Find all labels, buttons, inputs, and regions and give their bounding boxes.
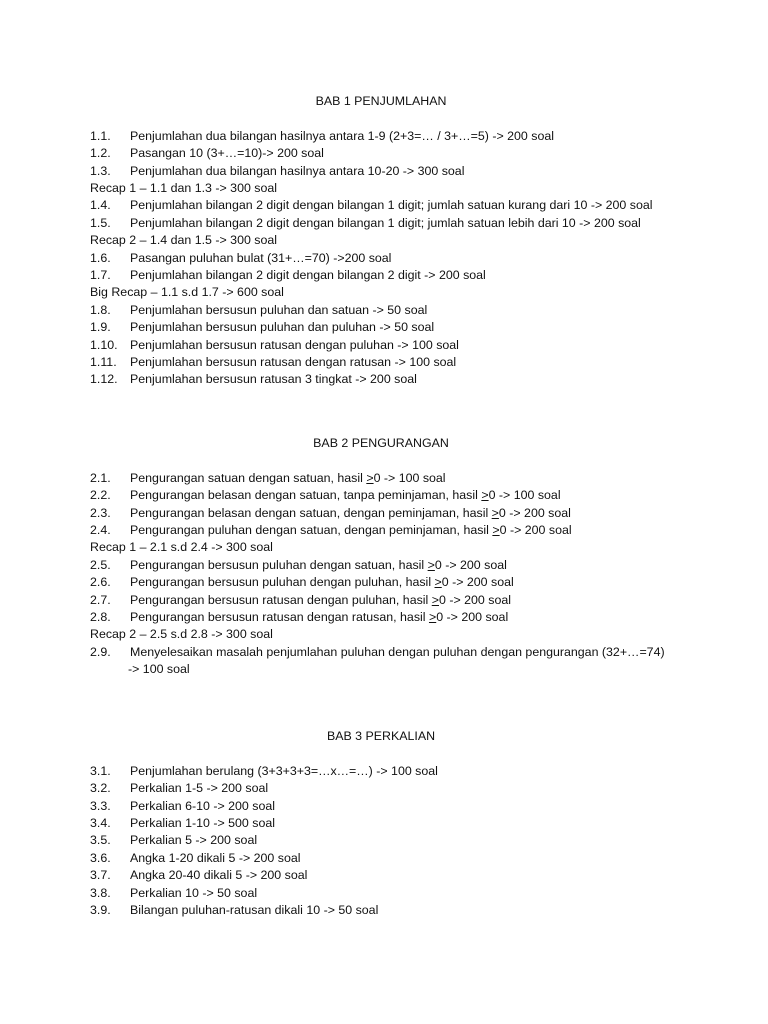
item-number: 1.8.	[90, 302, 111, 317]
item-text: Penjumlahan bersusun ratusan dengan ratusan -> 100 soal	[130, 355, 457, 370]
greater-or-equal-sign: >	[492, 523, 500, 537]
item-text: Penjumlahan berulang (3+3+3+3=…x…=…) -> 100 soal	[130, 763, 438, 778]
item-text-post: 0 -> 200 soal	[498, 505, 571, 520]
greater-or-equal-sign: >	[434, 575, 442, 590]
item-text	[130, 522, 572, 539]
chapter-heading: BAB 1 PENJUMLAHAN	[315, 94, 447, 108]
item-text-post: 0 -> 200 soal	[434, 557, 507, 572]
recap-line: Recap 2 – 2.5 s.d 2.8 -> 300 soal	[90, 627, 273, 642]
chapter-3	[90, 728, 690, 919]
item-number: 3.8.	[90, 885, 111, 900]
chapter-item-list	[90, 763, 690, 920]
chapter-item-list	[90, 470, 690, 679]
recap-line: Recap 1 – 1.1 dan 1.3 -> 300 soal	[90, 181, 278, 195]
list-item	[90, 609, 690, 626]
item-number: 3.1.	[90, 763, 111, 778]
chapter-heading: BAB 3 PERKALIAN	[326, 729, 436, 743]
item-text-post: 0 -> 200 soal	[436, 610, 509, 625]
item-text-post: 0 -> 200 soal	[439, 592, 511, 607]
item-number: 1.1.	[90, 128, 111, 143]
greater-or-equal-sign: >	[427, 557, 435, 572]
item-text: Penjumlahan bilangan 2 digit dengan bilangan 1 digit; jumlah satuan kurang dari 10 -> 200 soal	[130, 198, 653, 213]
list-item	[90, 763, 690, 780]
item-text	[130, 487, 561, 504]
item-text: Penjumlahan bilangan 2 digit dengan bilangan 2 digit -> 200 soal	[130, 268, 486, 282]
item-text	[130, 557, 507, 574]
list-item	[90, 197, 690, 214]
item-text: Angka 20-40 dikali 5 -> 200 soal	[130, 868, 308, 883]
list-item	[90, 574, 690, 591]
list-item	[90, 302, 690, 319]
item-text	[130, 470, 446, 487]
list-item	[90, 798, 690, 815]
item-text	[130, 574, 514, 591]
item-text: Penjumlahan dua bilangan hasilnya antara 1-9 (2+3=… / 3+…=5) -> 200 soal	[130, 128, 554, 143]
item-text: Penjumlahan bersusun puluhan dan puluhan -> 50 soal	[130, 320, 435, 335]
item-text: Penjumlahan bersusun ratusan dengan puluhan -> 100 soal	[130, 337, 459, 352]
item-number: 3.6.	[90, 850, 111, 865]
item-number: 1.4.	[90, 198, 111, 213]
item-text: Penjumlahan bersusun ratusan 3 tingkat -> 200 soal	[130, 372, 417, 387]
item-text: Perkalian 1-10 -> 500 soal	[130, 816, 275, 830]
item-text: Angka 1-20 dikali 5 -> 200 soal	[130, 850, 301, 865]
item-number: 2.7.	[90, 592, 111, 607]
list-item	[90, 250, 690, 267]
item-text	[130, 505, 571, 522]
item-text: Menyelesaikan masalah penjumlahan puluhan dengan puluhan dengan pengurangan (32+…=74)	[130, 644, 665, 659]
item-text-post: 0 -> 100 soal	[373, 470, 446, 485]
item-number: 1.5.	[90, 215, 111, 230]
item-text: Pasangan puluhan bulat (31+…=70) ->200 soal	[130, 250, 392, 265]
list-item	[90, 470, 690, 487]
list-item	[90, 128, 690, 145]
list-item	[90, 267, 690, 284]
list-item	[90, 815, 690, 832]
recap-line: Recap 2 – 1.4 dan 1.5 -> 300 soal	[90, 233, 278, 248]
list-item	[90, 505, 690, 522]
item-number: 3.2.	[90, 781, 111, 796]
greater-or-equal-sign: >	[431, 592, 439, 607]
list-item	[90, 885, 690, 902]
item-text-post: 0 -> 100 soal	[488, 488, 561, 503]
item-text: Perkalian 6-10 -> 200 soal	[130, 798, 275, 813]
chapter-item-list	[90, 128, 690, 389]
item-number: 3.9.	[90, 903, 111, 918]
item-number: 2.5.	[90, 557, 111, 572]
item-number: 1.2.	[90, 146, 111, 161]
item-text-pre: Pengurangan bersusun puluhan dengan satuan, hasil	[130, 557, 428, 572]
item-number: 1.10.	[90, 337, 118, 352]
recap-line: Big Recap – 1.1 s.d 1.7 -> 600 soal	[90, 285, 284, 300]
list-item	[90, 215, 690, 232]
chapter-2	[90, 435, 690, 679]
item-number: 3.4.	[90, 816, 111, 830]
item-number: 1.6.	[90, 250, 111, 265]
item-text-pre: Pengurangan belasan dengan satuan, tanpa peminjaman, hasil	[130, 488, 482, 503]
list-item	[90, 592, 690, 609]
list-item	[90, 832, 690, 849]
item-text-post: 0 -> 200 soal	[499, 523, 572, 537]
greater-or-equal-sign: >	[428, 610, 437, 625]
chapter-heading: BAB 2 PENGURANGAN	[313, 436, 449, 450]
item-number: 2.9.	[90, 644, 111, 659]
item-text	[130, 592, 511, 609]
item-text-pre: Pengurangan satuan dengan satuan, hasil	[130, 470, 367, 485]
item-number: 1.7.	[90, 268, 111, 282]
item-text-pre: Pengurangan puluhan dengan satuan, dengan peminjaman, hasil	[130, 523, 493, 537]
item-text: Perkalian 5 -> 200 soal	[130, 833, 258, 848]
item-number: 2.6.	[90, 575, 111, 590]
item-number: 1.12.	[90, 372, 118, 387]
list-item	[90, 557, 690, 574]
item-text: Penjumlahan bilangan 2 digit dengan bilangan 1 digit; jumlah satuan lebih dari 10 -> 200 soal	[130, 215, 641, 230]
item-number: 1.9.	[90, 320, 111, 335]
list-item	[90, 145, 690, 162]
item-text: Perkalian 10 -> 50 soal	[130, 885, 258, 900]
greater-or-equal-sign: >	[481, 488, 489, 503]
list-item	[90, 337, 690, 354]
list-item	[90, 319, 690, 336]
list-item	[90, 522, 690, 539]
item-text	[130, 609, 508, 626]
item-number: 3.5.	[90, 833, 111, 848]
list-item	[90, 644, 690, 679]
item-number: 3.7.	[90, 868, 111, 883]
list-item	[90, 850, 690, 867]
greater-or-equal-sign: >	[366, 470, 374, 485]
list-item	[90, 902, 690, 919]
item-text-pre: Pengurangan bersusun ratusan dengan ratusan, hasil	[130, 610, 429, 625]
item-text: Penjumlahan bersusun puluhan dan satuan -> 50 soal	[130, 302, 428, 317]
item-text: Bilangan puluhan-ratusan dikali 10 -> 50 soal	[130, 903, 379, 918]
item-text-pre: Pengurangan belasan dengan satuan, dengan peminjaman, hasil	[130, 505, 492, 520]
item-number: 1.3.	[90, 163, 111, 178]
item-text: Perkalian 1-5 -> 200 soal	[130, 781, 269, 796]
item-number: 2.8.	[90, 610, 111, 625]
item-text-pre: Pengurangan bersusun ratusan dengan puluhan, hasil	[130, 592, 432, 607]
item-number: 2.1.	[90, 470, 111, 485]
list-item	[90, 371, 690, 388]
greater-or-equal-sign: >	[491, 505, 499, 520]
list-item	[90, 354, 690, 371]
item-text: Pasangan 10 (3+…=10)-> 200 soal	[130, 146, 324, 161]
item-text-post: 0 -> 200 soal	[441, 575, 514, 590]
item-text: Penjumlahan dua bilangan hasilnya antara 10-20 -> 300 soal	[130, 163, 465, 178]
list-item	[90, 780, 690, 797]
list-item	[90, 163, 690, 180]
item-number: 2.3.	[90, 505, 111, 520]
item-number: 2.2.	[90, 488, 111, 503]
list-item	[90, 867, 690, 884]
item-number: 1.11.	[90, 355, 117, 370]
list-item	[90, 487, 690, 504]
item-text-continuation: -> 100 soal	[128, 662, 190, 677]
chapter-1	[90, 93, 690, 389]
item-number: 2.4.	[90, 523, 111, 537]
item-number: 3.3.	[90, 798, 111, 813]
item-text-pre: Pengurangan bersusun puluhan dengan puluhan, hasil	[130, 575, 435, 590]
recap-line: Recap 1 – 2.1 s.d 2.4 -> 300 soal	[90, 540, 273, 555]
